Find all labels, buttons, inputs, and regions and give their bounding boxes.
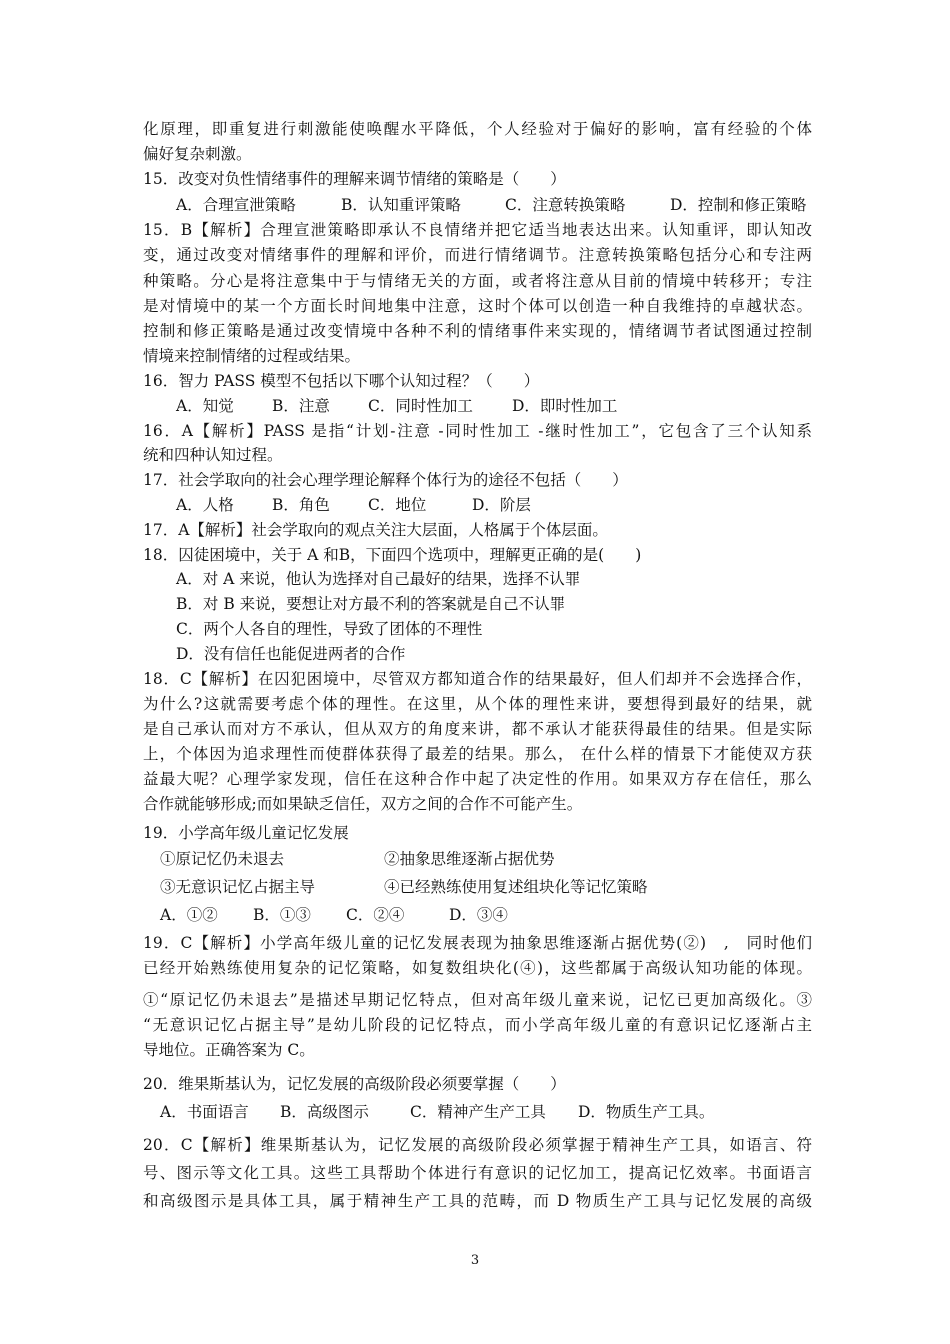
q20-answer-line: 和高级图示是具体工具，属于精神生产工具的范畴，而 D 物质生产工具与记忆发展的高级 (143, 1192, 812, 1210)
q19-item-3: ③无意识记忆占据主导 (160, 878, 316, 896)
q17-answer-line: 17．A【解析】社会学取向的观点关注大层面，人格属于个体层面。 (143, 521, 608, 539)
q19-answer-line: 19．C【解析】小学高年级儿童的记忆发展表现为抽象思维逐渐占据优势(②) , 同时他们 (143, 934, 812, 952)
q18-option-b: B．对 B 来说，要想让对方最不利的答案就是自己不认罪 (176, 595, 566, 613)
q17-question: 17．社会学取向的社会心理学理论解释个体行为的途径不包括（ ） (143, 471, 628, 489)
q16-answer-line: 统和四种认知过程。 (143, 446, 283, 464)
q18-answer-line: 为什么?这就需要考虑个体的理性。在这里，从个体的理性来讲，要想得到最好的结果，就 (143, 695, 812, 713)
q19-item-4: ④已经熟练使用复述组块化等记忆策略 (384, 878, 648, 896)
q20-answer-line: 号、图示等文化工具。这些工具帮助个体进行有意识的记忆加工，提高记忆效率。书面语言 (143, 1164, 812, 1182)
q15-option-a: A．合理宣泄策略 (176, 196, 296, 214)
q18-answer-line: 益最大呢？心理学家发现，信任在这种合作中起了决定性的作用。如果双方存在信任，那么 (143, 770, 812, 788)
q19-question: 19．小学高年级儿童记忆发展 (143, 824, 349, 842)
q19-option-c: C．②④ (346, 906, 405, 924)
q15-answer-line: 情境来控制情绪的过程或结果。 (143, 347, 361, 365)
q19-answer-line: “无意识记忆占据主导”是幼儿阶段的记忆特点，而小学高年级儿童的有意识记忆逐渐占主 (143, 1016, 812, 1034)
q15-question: 15．改变对负性情绪事件的理解来调节情绪的策略是（ ） (143, 170, 566, 188)
intro-line-2: 偏好复杂刺激。 (143, 145, 252, 163)
q15-answer-line: 是对情境中的某一个方面长时间地集中注意，这时个体可以创造一种自我维持的卓越状态。 (143, 297, 812, 315)
q19-answer-line: ①“原记忆仍未退去”是描述早期记忆特点，但对高年级儿童来说，记忆已更加高级化。③ (143, 991, 812, 1009)
q19-option-b: B．①③ (253, 906, 311, 924)
q18-option-a: A．对 A 来说，他认为选择对自己最好的结果，选择不认罪 (176, 570, 581, 588)
q16-option-b: B．注意 (272, 397, 330, 415)
q20-option-c: C．精神产生产工具 (410, 1103, 546, 1121)
q20-option-a: A．书面语言 (160, 1103, 249, 1121)
q20-option-d: D．物质生产工具。 (578, 1103, 715, 1121)
q19-option-d: D．③④ (449, 906, 508, 924)
q15-answer-line: 变，通过改变对情绪事件的理解和评价，而进行情绪调节。注意转换策略包括分心和专注两 (143, 246, 812, 264)
q20-option-b: B．高级图示 (280, 1103, 369, 1121)
q18-answer-line: 是自己承认而对方不承认，但从双方的角度来讲，都不承认才能获得最佳的结果。但是实际 (143, 720, 812, 738)
q19-answer-line: 已经开始熟练使用复杂的记忆策略，如复数组块化(④)，这些都属于高级认知功能的体现。 (143, 959, 812, 977)
q18-option-d: D．没有信任也能促进两者的合作 (176, 645, 406, 663)
page-number: 3 (470, 1253, 480, 1268)
q16-answer-line: 16．A【解析】PASS 是指“计划-注意 -同时性加工 -继时性加工”，它包含了三个认知系 (143, 422, 812, 440)
q15-answer-line: 控制和修正策略是通过改变情境中各种不利的情绪事件来实现的，情绪调节者试图通过控制 (143, 322, 812, 340)
q15-option-d: D．控制和修正策略 (670, 196, 807, 214)
q17-option-d: D．阶层 (472, 496, 531, 514)
q19-option-a: A．①② (160, 906, 218, 924)
q15-option-c: C．注意转换策略 (505, 196, 626, 214)
q19-answer-line: 导地位。正确答案为 C。 (143, 1041, 315, 1059)
q20-question: 20．维果斯基认为，记忆发展的高级阶段必须要掌握（ ） (143, 1075, 566, 1093)
intro-line-1: 化原理，即重复进行刺激能使唤醒水平降低，个人经验对于偏好的影响，富有经验的个体 (143, 120, 812, 138)
q18-answer-line: 上，个体因为追求理性而使群体获得了最差的结果。那么， 在什么样的情景下才能使双方获 (143, 745, 812, 763)
q15-option-b: B．认知重评策略 (341, 196, 461, 214)
q17-option-c: C．地位 (368, 496, 427, 514)
q16-question: 16．智力 PASS 模型不包括以下哪个认知过程？（ ） (143, 372, 540, 390)
q15-answer-line: 种策略。分心是将注意集中于与情绪无关的方面，或者将注意从目前的情境中转移开；专注 (143, 272, 812, 290)
q15-answer-line: 15．B【解析】合理宣泄策略即承认不良情绪并把它适当地表达出来。认知重评，即认知改 (143, 221, 812, 239)
q18-option-c: C．两个人各自的理性，导致了团体的不理性 (176, 620, 483, 638)
q18-answer-line: 18．C【解析】在囚犯困境中，尽管双方都知道合作的结果最好，但人们却并不会选择合作， (143, 670, 812, 688)
q18-answer-line: 合作就能够形成;而如果缺乏信任，双方之间的合作不可能产生。 (143, 795, 583, 813)
q16-option-d: D．即时性加工 (512, 397, 618, 415)
q16-option-a: A．知觉 (176, 397, 234, 415)
q19-item-2: ②抽象思维逐渐占据优势 (384, 850, 555, 868)
q19-item-1: ①原记忆仍未退去 (160, 850, 285, 868)
q18-question: 18．囚徒困境中，关于 A 和B，下面四个选项中，理解更正确的是( ) (143, 546, 642, 564)
q17-option-a: A．人格 (176, 496, 234, 514)
q16-option-c: C．同时性加工 (368, 397, 473, 415)
q20-answer-line: 20．C【解析】维果斯基认为，记忆发展的高级阶段必须掌握于精神生产工具，如语言、符 (143, 1136, 812, 1154)
q17-option-b: B．角色 (272, 496, 330, 514)
